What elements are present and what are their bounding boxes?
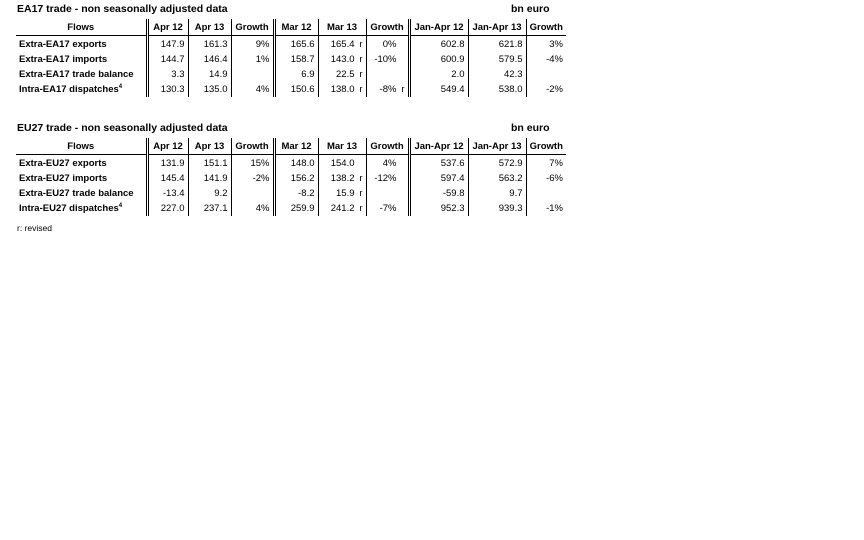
revised-footnote: r: revised <box>17 223 52 233</box>
row-label <box>16 155 147 172</box>
cell-apr12-value: -13.4 <box>162 188 185 199</box>
col-header-growth-mar: Growth <box>366 138 409 155</box>
cell-apr13-value: 161.3 <box>203 39 228 50</box>
table-row <box>16 67 566 82</box>
cell-apr13 <box>188 36 231 53</box>
cell-jan-apr13-value: 563.2 <box>498 173 523 184</box>
cell-mar12-value: 259.9 <box>290 203 315 214</box>
cell-mar12 <box>274 186 318 201</box>
cell-growth-apr-value: 15% <box>250 158 270 169</box>
cell-jan-apr12-value: 602.8 <box>440 39 465 50</box>
cell-growth-jan-apr <box>526 201 566 216</box>
cell-mar12-value: 6.9 <box>301 69 315 80</box>
table-row <box>16 82 566 97</box>
cell-mar12 <box>274 82 318 97</box>
cell-mar13 <box>318 52 366 67</box>
cell-jan-apr12 <box>409 52 468 67</box>
cell-jan-apr13-value: 538.0 <box>498 84 523 95</box>
row-label <box>16 201 147 216</box>
eu27-table-title: EU27 trade - non seasonally adjusted data <box>17 122 228 134</box>
cell-apr12-value: 145.4 <box>160 173 185 184</box>
revised-flag: r <box>359 203 363 214</box>
table-row <box>16 201 566 216</box>
col-header-apr12: Apr 12 <box>147 138 188 155</box>
cell-growth-apr <box>231 52 274 67</box>
cell-apr13-value: 14.9 <box>209 69 228 80</box>
row-label-text: Intra-EU27 dispatches <box>19 203 119 214</box>
row-label-text: Intra-EA17 dispatches <box>19 84 119 95</box>
cell-mar12 <box>274 155 318 172</box>
cell-apr13-value: 135.0 <box>203 84 228 95</box>
cell-jan-apr12 <box>409 155 468 172</box>
cell-apr13-value: 237.1 <box>203 203 228 214</box>
cell-growth-mar-value: -7% <box>379 203 397 214</box>
cell-mar13 <box>318 67 366 82</box>
cell-mar13 <box>318 201 366 216</box>
eu27-trade-table <box>16 138 566 216</box>
cell-growth-jan-apr <box>526 186 566 201</box>
row-label <box>16 82 147 97</box>
row-label-text: Extra-EU27 exports <box>19 158 107 169</box>
cell-growth-apr-value: -2% <box>252 173 270 184</box>
cell-jan-apr13-value: 572.9 <box>498 158 523 169</box>
col-header-growth-jan-apr: Growth <box>526 19 566 36</box>
cell-growth-jan-apr-value: 3% <box>549 39 563 50</box>
eu27-trade-block <box>16 122 568 216</box>
col-header-growth-jan-apr: Growth <box>526 138 566 155</box>
table-row <box>16 52 566 67</box>
cell-growth-jan-apr-value: -4% <box>546 54 563 65</box>
col-header-growth-mar: Growth <box>366 19 409 36</box>
cell-mar12-value: 156.2 <box>290 173 315 184</box>
cell-growth-apr <box>231 36 274 53</box>
cell-apr13-value: 141.9 <box>203 173 228 184</box>
eu27-header-row <box>16 138 566 155</box>
row-label <box>16 36 147 53</box>
cell-jan-apr12-value: 952.3 <box>440 203 465 214</box>
cell-mar13 <box>318 155 366 172</box>
cell-jan-apr12 <box>409 171 468 186</box>
cell-jan-apr12-value: 2.0 <box>451 69 465 80</box>
cell-growth-mar-value: -8% <box>379 84 397 95</box>
eu27-unit-label: bn euro <box>511 122 550 134</box>
cell-apr12-value: 227.0 <box>160 203 185 214</box>
cell-mar12 <box>274 171 318 186</box>
cell-growth-jan-apr <box>526 155 566 172</box>
cell-apr12 <box>147 36 188 53</box>
cell-jan-apr13 <box>468 186 526 201</box>
cell-mar12-value: 148.0 <box>290 158 315 169</box>
cell-apr12 <box>147 52 188 67</box>
cell-growth-mar <box>366 201 409 216</box>
cell-growth-apr-value: 9% <box>255 39 270 50</box>
cell-mar13-value: 241.2 <box>330 203 355 214</box>
cell-growth-mar-value: -12% <box>374 173 397 184</box>
cell-mar12-value: 165.6 <box>290 39 315 50</box>
col-header-mar12: Mar 12 <box>274 138 318 155</box>
cell-jan-apr13 <box>468 67 526 82</box>
cell-growth-apr <box>231 67 274 82</box>
cell-growth-mar <box>366 155 409 172</box>
cell-apr12 <box>147 155 188 172</box>
cell-jan-apr12 <box>409 201 468 216</box>
cell-jan-apr13-value: 42.3 <box>504 69 523 80</box>
cell-jan-apr13 <box>468 36 526 53</box>
cell-jan-apr12 <box>409 186 468 201</box>
cell-apr13 <box>188 201 231 216</box>
cell-apr12-value: 3.3 <box>171 69 185 80</box>
cell-growth-mar <box>366 67 409 82</box>
cell-growth-jan-apr <box>526 52 566 67</box>
col-header-apr13: Apr 13 <box>188 138 231 155</box>
cell-apr12-value: 130.3 <box>160 84 185 95</box>
col-header-growth-apr: Growth <box>231 138 274 155</box>
cell-growth-apr-value: 4% <box>255 203 270 214</box>
ea17-unit-label: bn euro <box>511 3 550 15</box>
col-header-mar13: Mar 13 <box>318 19 366 36</box>
cell-apr13-value: 9.2 <box>214 188 228 199</box>
cell-jan-apr12-value: 597.4 <box>440 173 465 184</box>
cell-growth-mar-value: 0% <box>382 39 397 50</box>
ea17-table-title: EA17 trade - non seasonally adjusted data <box>17 3 228 15</box>
col-header-mar13: Mar 13 <box>318 138 366 155</box>
cell-jan-apr13-value: 9.7 <box>509 188 523 199</box>
cell-growth-mar-value: -10% <box>374 54 397 65</box>
cell-apr13 <box>188 52 231 67</box>
cell-mar13-value: 22.5 <box>336 69 355 80</box>
cell-growth-jan-apr <box>526 171 566 186</box>
cell-mar13-value: 15.9 <box>336 188 355 199</box>
ea17-trade-block <box>16 3 568 97</box>
cell-apr12 <box>147 186 188 201</box>
cell-apr12-value: 147.9 <box>160 39 185 50</box>
cell-growth-jan-apr <box>526 82 566 97</box>
row-label-text: Extra-EU27 trade balance <box>19 188 134 199</box>
cell-growth-jan-apr <box>526 36 566 53</box>
cell-apr13 <box>188 82 231 97</box>
cell-apr12-value: 131.9 <box>160 158 185 169</box>
cell-mar12 <box>274 67 318 82</box>
cell-growth-jan-apr <box>526 67 566 82</box>
cell-mar12-value: 150.6 <box>290 84 315 95</box>
col-header-jan-apr13: Jan-Apr 13 <box>468 19 526 36</box>
cell-mar12 <box>274 52 318 67</box>
footnote-marker: 4 <box>118 83 123 90</box>
cell-mar13-value: 138.0 <box>330 84 355 95</box>
cell-apr13 <box>188 186 231 201</box>
revised-flag: r <box>359 173 363 184</box>
cell-jan-apr12 <box>409 82 468 97</box>
row-label <box>16 186 147 201</box>
table-row <box>16 171 566 186</box>
cell-mar13-value: 154.0 <box>330 158 355 169</box>
cell-jan-apr13 <box>468 155 526 172</box>
cell-mar12-value: 158.7 <box>290 54 315 65</box>
col-header-jan-apr12: Jan-Apr 12 <box>409 19 468 36</box>
col-header-flows: Flows <box>16 138 147 155</box>
cell-growth-jan-apr-value: -2% <box>546 84 563 95</box>
cell-mar13 <box>318 171 366 186</box>
cell-growth-apr <box>231 82 274 97</box>
cell-apr13 <box>188 171 231 186</box>
cell-jan-apr13-value: 579.5 <box>498 54 523 65</box>
ea17-trade-table <box>16 19 566 97</box>
cell-jan-apr12 <box>409 36 468 53</box>
row-label <box>16 171 147 186</box>
col-header-apr12: Apr 12 <box>147 19 188 36</box>
row-label-text: Extra-EA17 imports <box>19 54 108 65</box>
cell-mar13-value: 143.0 <box>330 54 355 65</box>
cell-growth-mar <box>366 82 409 97</box>
cell-growth-mar <box>366 52 409 67</box>
cell-jan-apr13 <box>468 201 526 216</box>
cell-apr13 <box>188 155 231 172</box>
cell-mar13-value: 165.4 <box>330 39 355 50</box>
cell-jan-apr12 <box>409 67 468 82</box>
revised-flag: r <box>401 84 405 95</box>
revised-flag: r <box>359 69 363 80</box>
row-label-text: Extra-EA17 trade balance <box>19 69 134 80</box>
row-label-text: Extra-EU27 imports <box>19 173 108 184</box>
cell-growth-mar <box>366 36 409 53</box>
footnote-marker: 4 <box>118 202 123 209</box>
cell-jan-apr13-value: 621.8 <box>498 39 523 50</box>
cell-jan-apr12-value: 537.6 <box>440 158 465 169</box>
cell-jan-apr13 <box>468 52 526 67</box>
revised-flag: r <box>359 54 363 65</box>
cell-growth-apr <box>231 201 274 216</box>
table-row <box>16 186 566 201</box>
cell-mar13 <box>318 186 366 201</box>
cell-growth-apr <box>231 155 274 172</box>
cell-jan-apr12-value: 600.9 <box>440 54 465 65</box>
cell-apr13-value: 151.1 <box>203 158 228 169</box>
cell-growth-mar <box>366 171 409 186</box>
table-row <box>16 36 566 53</box>
cell-apr12 <box>147 82 188 97</box>
cell-mar12-value: -8.2 <box>298 188 315 199</box>
cell-apr12 <box>147 201 188 216</box>
cell-growth-jan-apr-value: -1% <box>546 203 563 214</box>
col-header-growth-apr: Growth <box>231 19 274 36</box>
col-header-jan-apr13: Jan-Apr 13 <box>468 138 526 155</box>
cell-jan-apr12-value: -59.8 <box>442 188 465 199</box>
eu27-table-body <box>16 155 566 217</box>
row-label <box>16 52 147 67</box>
cell-growth-apr <box>231 186 274 201</box>
row-label <box>16 67 147 82</box>
eu27-title-row <box>16 122 568 138</box>
ea17-header-row <box>16 19 566 36</box>
cell-jan-apr13 <box>468 171 526 186</box>
cell-apr12-value: 144.7 <box>160 54 185 65</box>
cell-jan-apr13-value: 939.3 <box>498 203 523 214</box>
col-header-jan-apr12: Jan-Apr 12 <box>409 138 468 155</box>
cell-mar13 <box>318 36 366 53</box>
cell-jan-apr12-value: 549.4 <box>440 84 465 95</box>
cell-mar13-value: 138.2 <box>330 173 355 184</box>
cell-growth-jan-apr-value: 7% <box>549 158 563 169</box>
cell-apr12 <box>147 171 188 186</box>
cell-growth-apr <box>231 171 274 186</box>
cell-growth-apr-value: 1% <box>255 54 270 65</box>
cell-growth-jan-apr-value: -6% <box>546 173 563 184</box>
ea17-title-row <box>16 3 568 19</box>
cell-jan-apr13 <box>468 82 526 97</box>
ea17-table-body <box>16 36 566 98</box>
revised-flag: r <box>359 84 363 95</box>
col-header-flows: Flows <box>16 19 147 36</box>
table-row <box>16 155 566 172</box>
col-header-apr13: Apr 13 <box>188 19 231 36</box>
revised-flag: r <box>359 188 363 199</box>
revised-flag: r <box>359 39 363 50</box>
cell-growth-mar-value: 4% <box>382 158 397 169</box>
cell-growth-mar <box>366 186 409 201</box>
cell-mar13 <box>318 82 366 97</box>
cell-mar12 <box>274 201 318 216</box>
cell-growth-apr-value: 4% <box>255 84 270 95</box>
col-header-mar12: Mar 12 <box>274 19 318 36</box>
cell-apr13-value: 146.4 <box>203 54 228 65</box>
cell-mar12 <box>274 36 318 53</box>
cell-apr12 <box>147 67 188 82</box>
row-label-text: Extra-EA17 exports <box>19 39 107 50</box>
cell-apr13 <box>188 67 231 82</box>
